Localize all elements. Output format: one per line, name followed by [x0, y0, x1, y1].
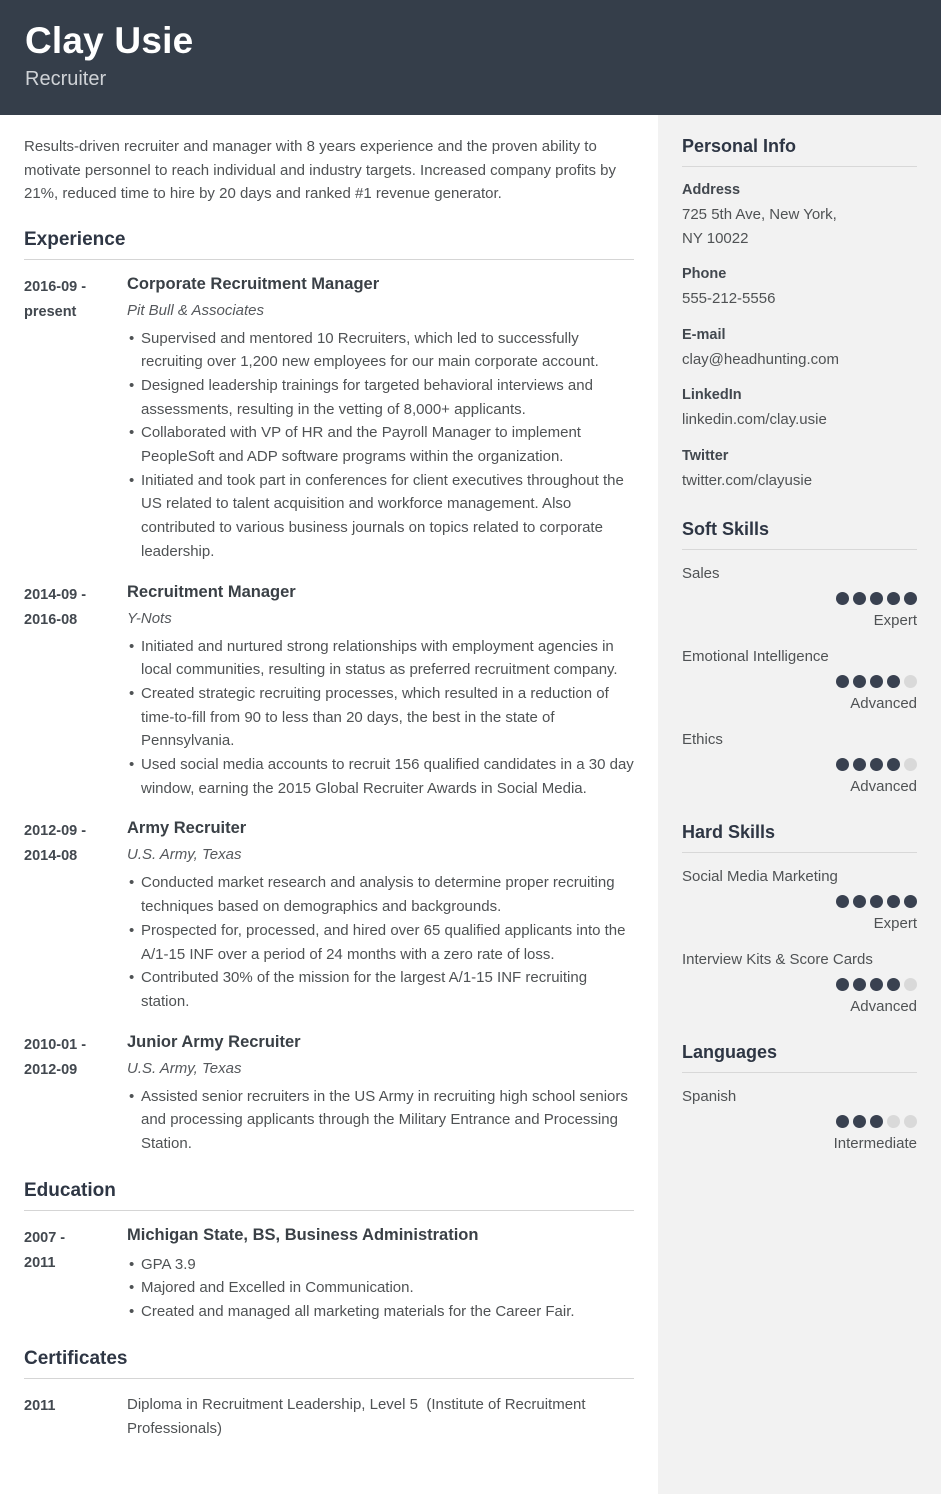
rating-dot — [836, 592, 849, 605]
skill-rating-dots — [682, 758, 917, 771]
rating-dot — [870, 1115, 883, 1128]
skill-item — [682, 731, 917, 795]
language-item — [682, 1088, 917, 1152]
skill-name: Ethics — [682, 731, 723, 748]
rating-dot — [904, 1115, 917, 1128]
rating-dot — [904, 895, 917, 908]
section-heading-education: Education — [24, 1180, 634, 1211]
rating-dot — [887, 758, 900, 771]
sidebar-heading-languages: Languages — [682, 1042, 917, 1073]
entry-body — [127, 274, 634, 564]
sidebar-heading-soft-skills: Soft Skills — [682, 519, 917, 550]
skill-rating-dots — [682, 978, 917, 991]
rating-dot — [870, 592, 883, 605]
entry-company: Pit Bull & Associates — [127, 301, 264, 319]
rating-dot — [870, 758, 883, 771]
rating-dot — [870, 978, 883, 991]
rating-dot — [887, 675, 900, 688]
skill-item — [682, 648, 917, 712]
rating-dot — [853, 978, 866, 991]
entry-bullets — [127, 871, 634, 1013]
entry-title: Junior Army Recruiter — [127, 1032, 301, 1051]
content-columns — [0, 115, 941, 1494]
entry-date-end: 2014-08 — [24, 848, 78, 865]
skill-name: Sales — [682, 565, 720, 582]
info-label: Phone — [682, 266, 727, 282]
info-group-twitter — [682, 448, 917, 493]
entry-date-end: 2012-09 — [24, 1061, 78, 1078]
rating-dot — [887, 895, 900, 908]
entry-dates — [24, 1393, 127, 1440]
entry-date-start: 2010-01 - — [24, 1036, 87, 1053]
bullet-item: • Designed leadership trainings for targeted behavioral interviews and assessments, resulting in the vetting of 8,000+ applicants. — [127, 374, 634, 421]
person-name: Clay Usie — [25, 20, 194, 61]
bullet-item: • Initiated and nurtured strong relationships with employment agencies in local communities, resulting in status as preferred recruitment company. — [127, 635, 634, 682]
rating-dot — [904, 978, 917, 991]
entry-company: U.S. Army, Texas — [127, 846, 242, 864]
entry-dates — [24, 582, 127, 801]
entry-date-start: 2007 - — [24, 1229, 66, 1246]
skill-item — [682, 951, 917, 1015]
bullet-item: • Created and managed all marketing materials for the Career Fair. — [127, 1300, 634, 1324]
skill-name: Social Media Marketing — [682, 868, 838, 885]
rating-dot — [836, 1115, 849, 1128]
bullet-item: • Initiated and took part in conferences for client executives throughout the US related to talent acquisition and workforce management. Also contributed to various business journals on topics related to corporate leadership. — [127, 469, 634, 564]
info-label: E-mail — [682, 326, 726, 343]
skill-item — [682, 868, 917, 932]
skill-item — [682, 565, 917, 629]
rating-dot — [836, 895, 849, 908]
skill-name: Emotional Intelligence — [682, 648, 829, 665]
info-value: linkedin.com/clay.usie — [682, 411, 827, 428]
skill-rating-dots — [682, 592, 917, 605]
section-heading-experience: Experience — [24, 229, 634, 260]
entry-date: 2011 — [24, 1397, 56, 1414]
skill-level-label: Advanced — [850, 998, 917, 1015]
rating-dot — [853, 1115, 866, 1128]
bullet-item: • Created strategic recruiting processes, which resulted in a reduction of time-to-fill from 90 to less than 20 days, the best in the state of Pennsylvania. — [127, 682, 634, 753]
entry-company: U.S. Army, Texas — [127, 1059, 242, 1077]
info-label: Twitter — [682, 447, 729, 464]
skill-level-label: Expert — [873, 612, 917, 629]
info-value: 555-212-5556 — [682, 290, 776, 307]
section-education — [24, 1180, 634, 1324]
info-label: LinkedIn — [682, 387, 742, 403]
rating-dot — [836, 758, 849, 771]
entry-title: Army Recruiter — [127, 819, 247, 838]
entry-date-start: 2016-09 - — [24, 278, 87, 295]
entry-body — [127, 818, 634, 1013]
entry-bullets — [127, 1085, 634, 1156]
experience-entry — [24, 818, 634, 1013]
rating-dot — [887, 978, 900, 991]
rating-dot — [836, 978, 849, 991]
entry-body — [127, 1032, 634, 1156]
rating-dot — [870, 895, 883, 908]
sidebar-section-soft-skills — [682, 519, 917, 795]
skill-rating-dots — [682, 675, 917, 688]
entry-date-start: 2014-09 - — [24, 586, 87, 603]
info-value: twitter.com/clayusie — [682, 471, 813, 489]
sidebar-heading-personal-info: Personal Info — [682, 136, 917, 167]
skill-name: Interview Kits & Score Cards — [682, 951, 873, 968]
resume-header — [0, 0, 941, 115]
entry-date-end: 2016-08 — [24, 611, 78, 628]
entry-company: Y-Nots — [127, 609, 172, 627]
section-heading-certificates: Certificates — [24, 1348, 634, 1379]
rating-dot — [904, 758, 917, 771]
entry-body — [127, 582, 634, 801]
bullet-item: • Assisted senior recruiters in the US Army in recruiting high school seniors and processing applicants through the Military Entrance and Processing Station. — [127, 1085, 634, 1156]
experience-entry — [24, 274, 634, 564]
info-value: 725 5th Ave, New York, NY 10022 — [682, 206, 837, 247]
entry-dates — [24, 818, 127, 1013]
section-certificates — [24, 1348, 634, 1440]
entry-body — [127, 1393, 634, 1440]
skill-level-label: Advanced — [850, 778, 917, 795]
info-label: Address — [682, 182, 741, 198]
entry-dates — [24, 1032, 127, 1156]
bullet-item: • Collaborated with VP of HR and the Payroll Manager to implement PeopleSoft and ADP software programs within the organization. — [127, 421, 634, 468]
sidebar-section-languages — [682, 1042, 917, 1152]
entry-bullets — [127, 635, 634, 801]
entry-date-end: present — [24, 303, 77, 320]
entry-bullets — [127, 1253, 634, 1324]
bullet-item: • Prospected for, processed, and hired over 65 qualified applicants into the A/1-15 INF over a period of 24 months with a zero rate of loss. — [127, 919, 634, 966]
rating-dot — [853, 758, 866, 771]
bullet-item: • Used social media accounts to recruit 156 qualified candidates in a 30 day window, earning the 2015 Global Recruiter Awards in Social Media. — [127, 753, 634, 800]
bullet-item: • GPA 3.9 — [127, 1253, 634, 1277]
entry-title: Recruitment Manager — [127, 582, 296, 601]
education-entry — [24, 1225, 634, 1324]
sidebar-section-hard-skills — [682, 822, 917, 1015]
entry-title: Michigan State, BS, Business Administration — [127, 1225, 479, 1244]
rating-dot — [887, 1115, 900, 1128]
certificate-text: Diploma in Recruitment Leadership, Level 5 (Institute of Recruitment Professionals) — [127, 1395, 590, 1437]
sidebar-section-personal-info — [682, 136, 917, 492]
entry-dates — [24, 1225, 127, 1324]
rating-dot — [904, 592, 917, 605]
info-group-address — [682, 182, 917, 250]
info-group-linkedin — [682, 387, 917, 432]
rating-dot — [853, 592, 866, 605]
skill-level-label: Advanced — [850, 695, 917, 712]
bullet-item: • Majored and Excelled in Communication. — [127, 1276, 634, 1300]
bullet-item: • Conducted market research and analysis to determine proper recruiting techniques based on demographics and backgrounds. — [127, 871, 634, 918]
rating-dot — [887, 592, 900, 605]
sidebar — [658, 115, 941, 1494]
rating-dot — [853, 675, 866, 688]
experience-entry — [24, 1032, 634, 1156]
bullet-item: • Contributed 30% of the mission for the largest A/1-15 INF recruiting station. — [127, 966, 634, 1013]
summary-text: Results-driven recruiter and manager with 8 years experience and the proven ability to motivate personnel to reach individual and industry targets. Increased company profits by 21%, reduced time to hire by 20 days and ranked #1 revenue generator. — [24, 138, 616, 202]
entry-bullets — [127, 327, 634, 564]
person-job-title: Recruiter — [25, 68, 107, 90]
sidebar-heading-hard-skills: Hard Skills — [682, 822, 917, 853]
rating-dot — [836, 675, 849, 688]
info-group-phone — [682, 266, 917, 311]
language-rating-dots — [682, 1115, 917, 1128]
bullet-item: • Supervised and mentored 10 Recruiters, which led to successfully recruiting over 1,200 new employees for our main corporate account. — [127, 327, 634, 374]
skill-rating-dots — [682, 895, 917, 908]
rating-dot — [870, 675, 883, 688]
entry-title: Corporate Recruitment Manager — [127, 274, 380, 293]
rating-dot — [904, 675, 917, 688]
rating-dot — [853, 895, 866, 908]
entry-date-start: 2012-09 - — [24, 823, 87, 840]
entry-body — [127, 1225, 634, 1324]
skill-level-label: Expert — [873, 915, 917, 932]
info-group-email — [682, 327, 917, 372]
language-name: Spanish — [682, 1088, 737, 1105]
entry-dates — [24, 274, 127, 564]
entry-date-end: 2011 — [24, 1254, 56, 1271]
main-column — [0, 115, 658, 1494]
language-level-label: Intermediate — [833, 1135, 917, 1152]
section-experience — [24, 229, 634, 1156]
certificate-entry — [24, 1393, 634, 1440]
info-value: clay@headhunting.com — [682, 350, 839, 368]
experience-entry — [24, 582, 634, 801]
